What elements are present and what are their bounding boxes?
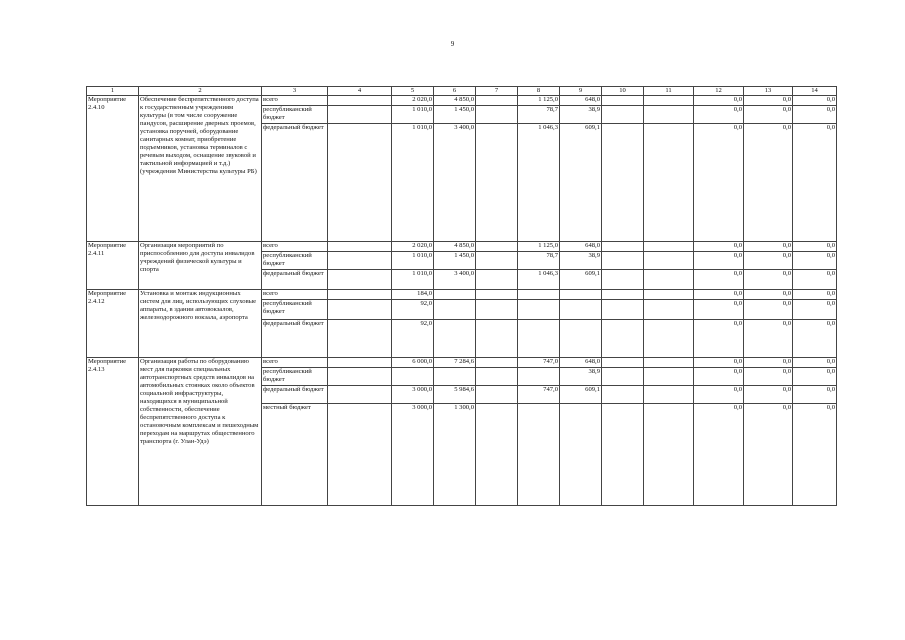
value-cell [476, 252, 518, 270]
activity-description: Обеспечение беспрепятственного доступа к государственным учреждениям культуры (в том числе сооружение пандусов, расширение дверных проемов, установка поручней, оборудование санитарных комнат, приобретение подъемников, установка терминалов с речевым выходом, оснащение звуковой и тактильной информацией и т.д.) (учреждения Министерства культуры РБ) [139, 96, 262, 242]
value-cell: 78,7 [518, 252, 560, 270]
value-cell [644, 300, 694, 320]
activity-description: Организация мероприятий по приспособлению для доступа инвалидов учреждений физической культуры и спорта [139, 242, 262, 290]
value-cell [560, 404, 602, 506]
column-header: 7 [476, 87, 518, 96]
activity-label: Мероприятие 2.4.11 [87, 242, 139, 290]
value-cell [328, 358, 392, 368]
value-cell [476, 242, 518, 252]
value-cell [476, 368, 518, 386]
activity-label: Мероприятие 2.4.12 [87, 290, 139, 358]
table-row [87, 358, 837, 368]
column-header: 4 [328, 87, 392, 96]
column-header: 5 [392, 87, 434, 96]
column-header: 14 [793, 87, 837, 96]
value-cell [644, 252, 694, 270]
value-cell [476, 404, 518, 506]
value-cell: 0,0 [744, 358, 793, 368]
funding-source: федеральный бюджет [262, 124, 328, 242]
value-cell [476, 290, 518, 300]
value-cell [644, 106, 694, 124]
value-cell: 0,0 [793, 300, 837, 320]
value-cell: 38,9 [560, 252, 602, 270]
value-cell: 0,0 [744, 320, 793, 358]
column-header: 6 [434, 87, 476, 96]
funding-source: федеральный бюджет [262, 386, 328, 404]
value-cell: 0,0 [793, 368, 837, 386]
value-cell: 0,0 [744, 96, 793, 106]
value-cell [476, 270, 518, 290]
funding-source: всего [262, 358, 328, 368]
value-cell: 4 850,0 [434, 96, 476, 106]
value-cell: 0,0 [793, 270, 837, 290]
value-cell [644, 290, 694, 300]
column-header: 13 [744, 87, 793, 96]
value-cell: 747,0 [518, 358, 560, 368]
value-cell: 0,0 [793, 96, 837, 106]
value-cell [602, 358, 644, 368]
value-cell: 0,0 [744, 300, 793, 320]
value-cell: 0,0 [744, 124, 793, 242]
value-cell [328, 96, 392, 106]
value-cell [476, 358, 518, 368]
value-cell: 0,0 [694, 124, 744, 242]
value-cell [644, 358, 694, 368]
table-row [87, 242, 837, 252]
value-cell: 0,0 [793, 358, 837, 368]
value-cell [602, 96, 644, 106]
value-cell [644, 404, 694, 506]
value-cell: 3 000,0 [392, 386, 434, 404]
value-cell: 1 046,3 [518, 124, 560, 242]
value-cell: 0,0 [793, 242, 837, 252]
value-cell: 0,0 [793, 386, 837, 404]
value-cell: 1 010,0 [392, 270, 434, 290]
value-cell [434, 368, 476, 386]
activity-label: Мероприятие 2.4.10 [87, 96, 139, 242]
value-cell [518, 320, 560, 358]
activities-table [86, 86, 837, 506]
value-cell: 38,9 [560, 368, 602, 386]
value-cell: 0,0 [793, 124, 837, 242]
value-cell [328, 242, 392, 252]
value-cell [328, 252, 392, 270]
value-cell: 92,0 [392, 300, 434, 320]
value-cell: 1 300,0 [434, 404, 476, 506]
value-cell: 609,1 [560, 270, 602, 290]
value-cell: 5 984,6 [434, 386, 476, 404]
value-cell [328, 270, 392, 290]
value-cell: 4 850,0 [434, 242, 476, 252]
column-header: 12 [694, 87, 744, 96]
value-cell: 747,0 [518, 386, 560, 404]
value-cell: 3 400,0 [434, 270, 476, 290]
value-cell: 609,1 [560, 124, 602, 242]
value-cell: 0,0 [694, 320, 744, 358]
value-cell [602, 252, 644, 270]
value-cell: 0,0 [793, 290, 837, 300]
funding-source: республиканский бюджет [262, 252, 328, 270]
value-cell [602, 386, 644, 404]
value-cell [602, 404, 644, 506]
value-cell: 0,0 [744, 404, 793, 506]
value-cell: 0,0 [744, 290, 793, 300]
value-cell: 0,0 [694, 96, 744, 106]
funding-source: федеральный бюджет [262, 320, 328, 358]
value-cell [560, 320, 602, 358]
value-cell: 648,0 [560, 358, 602, 368]
value-cell: 0,0 [694, 242, 744, 252]
value-cell: 7 284,6 [434, 358, 476, 368]
value-cell [328, 368, 392, 386]
value-cell: 0,0 [694, 106, 744, 124]
value-cell [328, 300, 392, 320]
value-cell: 0,0 [744, 270, 793, 290]
column-header: 2 [139, 87, 262, 96]
value-cell: 0,0 [793, 404, 837, 506]
value-cell: 0,0 [694, 290, 744, 300]
column-header: 10 [602, 87, 644, 96]
value-cell: 648,0 [560, 242, 602, 252]
activity-label: Мероприятие 2.4.13 [87, 358, 139, 506]
value-cell: 184,0 [392, 290, 434, 300]
value-cell [476, 300, 518, 320]
value-cell [434, 320, 476, 358]
value-cell: 0,0 [793, 252, 837, 270]
value-cell [518, 368, 560, 386]
value-cell [644, 96, 694, 106]
value-cell [328, 106, 392, 124]
value-cell: 1 010,0 [392, 124, 434, 242]
value-cell [476, 386, 518, 404]
value-cell [328, 320, 392, 358]
value-cell [476, 320, 518, 358]
value-cell [328, 290, 392, 300]
value-cell [644, 386, 694, 404]
value-cell: 1 010,0 [392, 252, 434, 270]
value-cell: 1 046,3 [518, 270, 560, 290]
value-cell [434, 290, 476, 300]
column-header: 1 [87, 87, 139, 96]
activity-description: Организация работы по оборудованию мест для парковки специальных автотранспортных средств инвалидов на автомобильных стоянках около объектов социальной инфраструктуры, находящихся в муниципальной собственности, обеспечение беспрепятственного доступа к остановочным комплексам и пешеходным переходам на маршрутах общественного транспорта (г. Улан-Удэ) [139, 358, 262, 506]
value-cell: 0,0 [793, 320, 837, 358]
value-cell: 0,0 [744, 252, 793, 270]
value-cell: 0,0 [694, 270, 744, 290]
column-header: 3 [262, 87, 328, 96]
value-cell [518, 404, 560, 506]
value-cell: 0,0 [744, 386, 793, 404]
value-cell: 609,1 [560, 386, 602, 404]
column-header: 9 [560, 87, 602, 96]
funding-source: республиканский бюджет [262, 106, 328, 124]
value-cell: 1 125,0 [518, 242, 560, 252]
value-cell: 1 125,0 [518, 96, 560, 106]
activity-description: Установка и монтаж индукционных систем для лиц, использующих слуховые аппараты, в здании автовокзалов, железнодорожного вокзала, аэропорта [139, 290, 262, 358]
value-cell [328, 386, 392, 404]
value-cell [602, 242, 644, 252]
value-cell [602, 124, 644, 242]
value-cell: 3 000,0 [392, 404, 434, 506]
value-cell [328, 404, 392, 506]
column-header-row [87, 87, 837, 96]
value-cell [644, 124, 694, 242]
value-cell [328, 124, 392, 242]
funding-source: местный бюджет [262, 404, 328, 506]
value-cell [602, 300, 644, 320]
value-cell [644, 270, 694, 290]
value-cell: 0,0 [744, 368, 793, 386]
value-cell [518, 290, 560, 300]
column-header: 11 [644, 87, 694, 96]
value-cell: 1 450,0 [434, 252, 476, 270]
value-cell [602, 368, 644, 386]
value-cell [602, 270, 644, 290]
funding-source: всего [262, 290, 328, 300]
funding-source: всего [262, 242, 328, 252]
value-cell: 0,0 [793, 106, 837, 124]
value-cell: 0,0 [694, 252, 744, 270]
value-cell [602, 290, 644, 300]
value-cell [560, 300, 602, 320]
funding-source: всего [262, 96, 328, 106]
value-cell [644, 368, 694, 386]
value-cell: 3 400,0 [434, 124, 476, 242]
value-cell: 1 450,0 [434, 106, 476, 124]
value-cell: 1 010,0 [392, 106, 434, 124]
funding-source: федеральный бюджет [262, 270, 328, 290]
value-cell [602, 320, 644, 358]
value-cell: 6 000,0 [392, 358, 434, 368]
funding-source: республиканский бюджет [262, 300, 328, 320]
value-cell: 0,0 [744, 106, 793, 124]
value-cell [476, 106, 518, 124]
value-cell [434, 300, 476, 320]
value-cell: 0,0 [694, 368, 744, 386]
value-cell [476, 96, 518, 106]
table-row [87, 290, 837, 300]
value-cell: 92,0 [392, 320, 434, 358]
column-header: 8 [518, 87, 560, 96]
value-cell [644, 320, 694, 358]
table-row [87, 96, 837, 106]
value-cell [392, 368, 434, 386]
value-cell: 0,0 [694, 386, 744, 404]
funding-source: республиканский бюджет [262, 368, 328, 386]
value-cell: 0,0 [694, 404, 744, 506]
value-cell [560, 290, 602, 300]
value-cell: 38,9 [560, 106, 602, 124]
value-cell [644, 242, 694, 252]
value-cell: 0,0 [694, 300, 744, 320]
value-cell [518, 300, 560, 320]
value-cell: 2 020,0 [392, 96, 434, 106]
value-cell [602, 106, 644, 124]
value-cell [476, 124, 518, 242]
value-cell: 78,7 [518, 106, 560, 124]
value-cell: 648,0 [560, 96, 602, 106]
value-cell: 0,0 [744, 242, 793, 252]
value-cell: 0,0 [694, 358, 744, 368]
value-cell: 2 020,0 [392, 242, 434, 252]
page-number: 9 [450, 40, 455, 48]
